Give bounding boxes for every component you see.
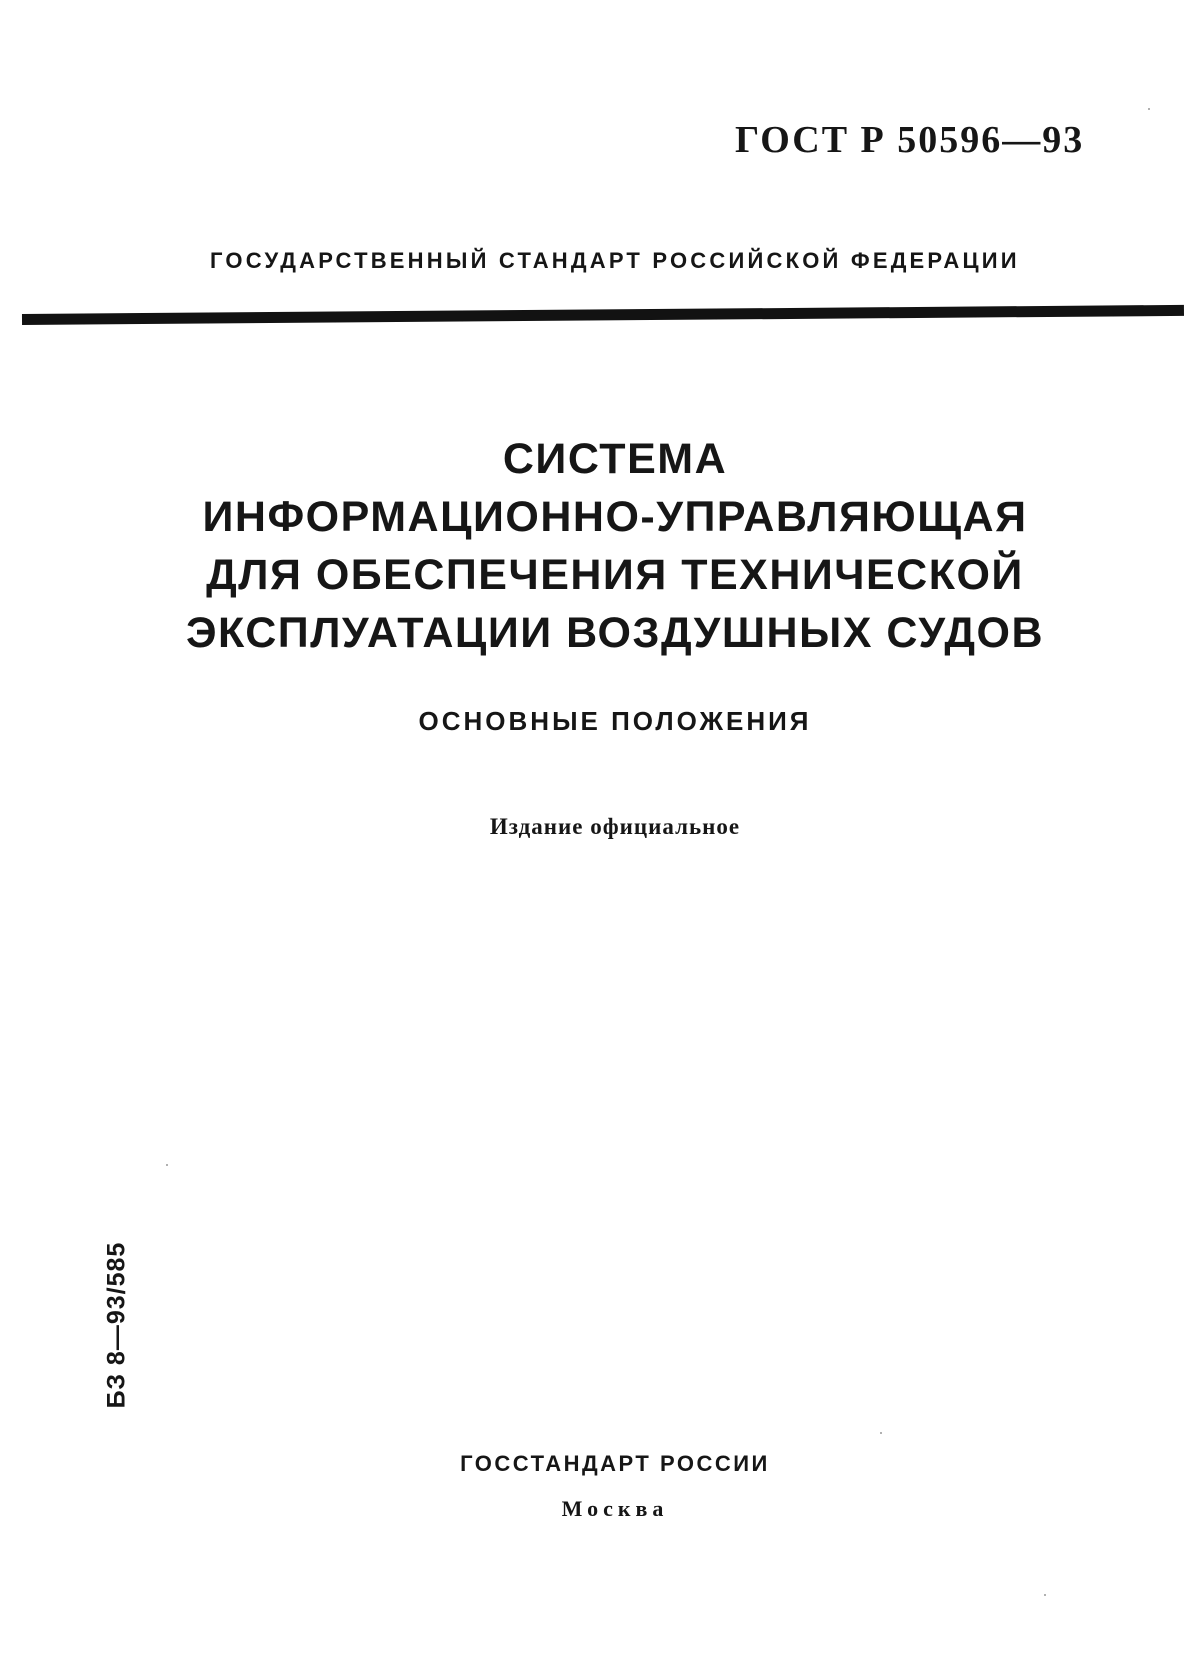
document-subtitle: ОСНОВНЫЕ ПОЛОЖЕНИЯ bbox=[418, 706, 812, 736]
scan-speck bbox=[1148, 108, 1150, 110]
scan-speck bbox=[166, 1164, 168, 1166]
title-line: ЭКСПЛУАТАЦИИ ВОЗДУШНЫХ СУДОВ bbox=[185, 609, 1045, 657]
scan-speck bbox=[1044, 1594, 1046, 1596]
document-title bbox=[150, 430, 1080, 662]
side-code: БЗ 8—93/585 bbox=[102, 1241, 131, 1409]
scan-speck bbox=[880, 1432, 882, 1434]
title-line: ДЛЯ ОБЕСПЕЧЕНИЯ ТЕХНИЧЕСКОЙ bbox=[206, 551, 1024, 599]
document-header: ГОСУДАРСТВЕННЫЙ СТАНДАРТ РОССИЙСКОЙ ФЕДЕРАЦИИ bbox=[210, 248, 1020, 273]
title-line: СИСТЕМА bbox=[502, 435, 728, 483]
edition-note: Издание официальное bbox=[489, 814, 741, 839]
title-line: ИНФОРМАЦИОННО-УПРАВЛЯЮЩАЯ bbox=[202, 493, 1028, 541]
header-rule bbox=[22, 305, 1184, 325]
publisher: ГОССТАНДАРТ РОССИИ bbox=[460, 1451, 770, 1476]
document-number: ГОСТ Р 50596—93 bbox=[735, 119, 1085, 161]
city: Москва bbox=[561, 1496, 669, 1521]
